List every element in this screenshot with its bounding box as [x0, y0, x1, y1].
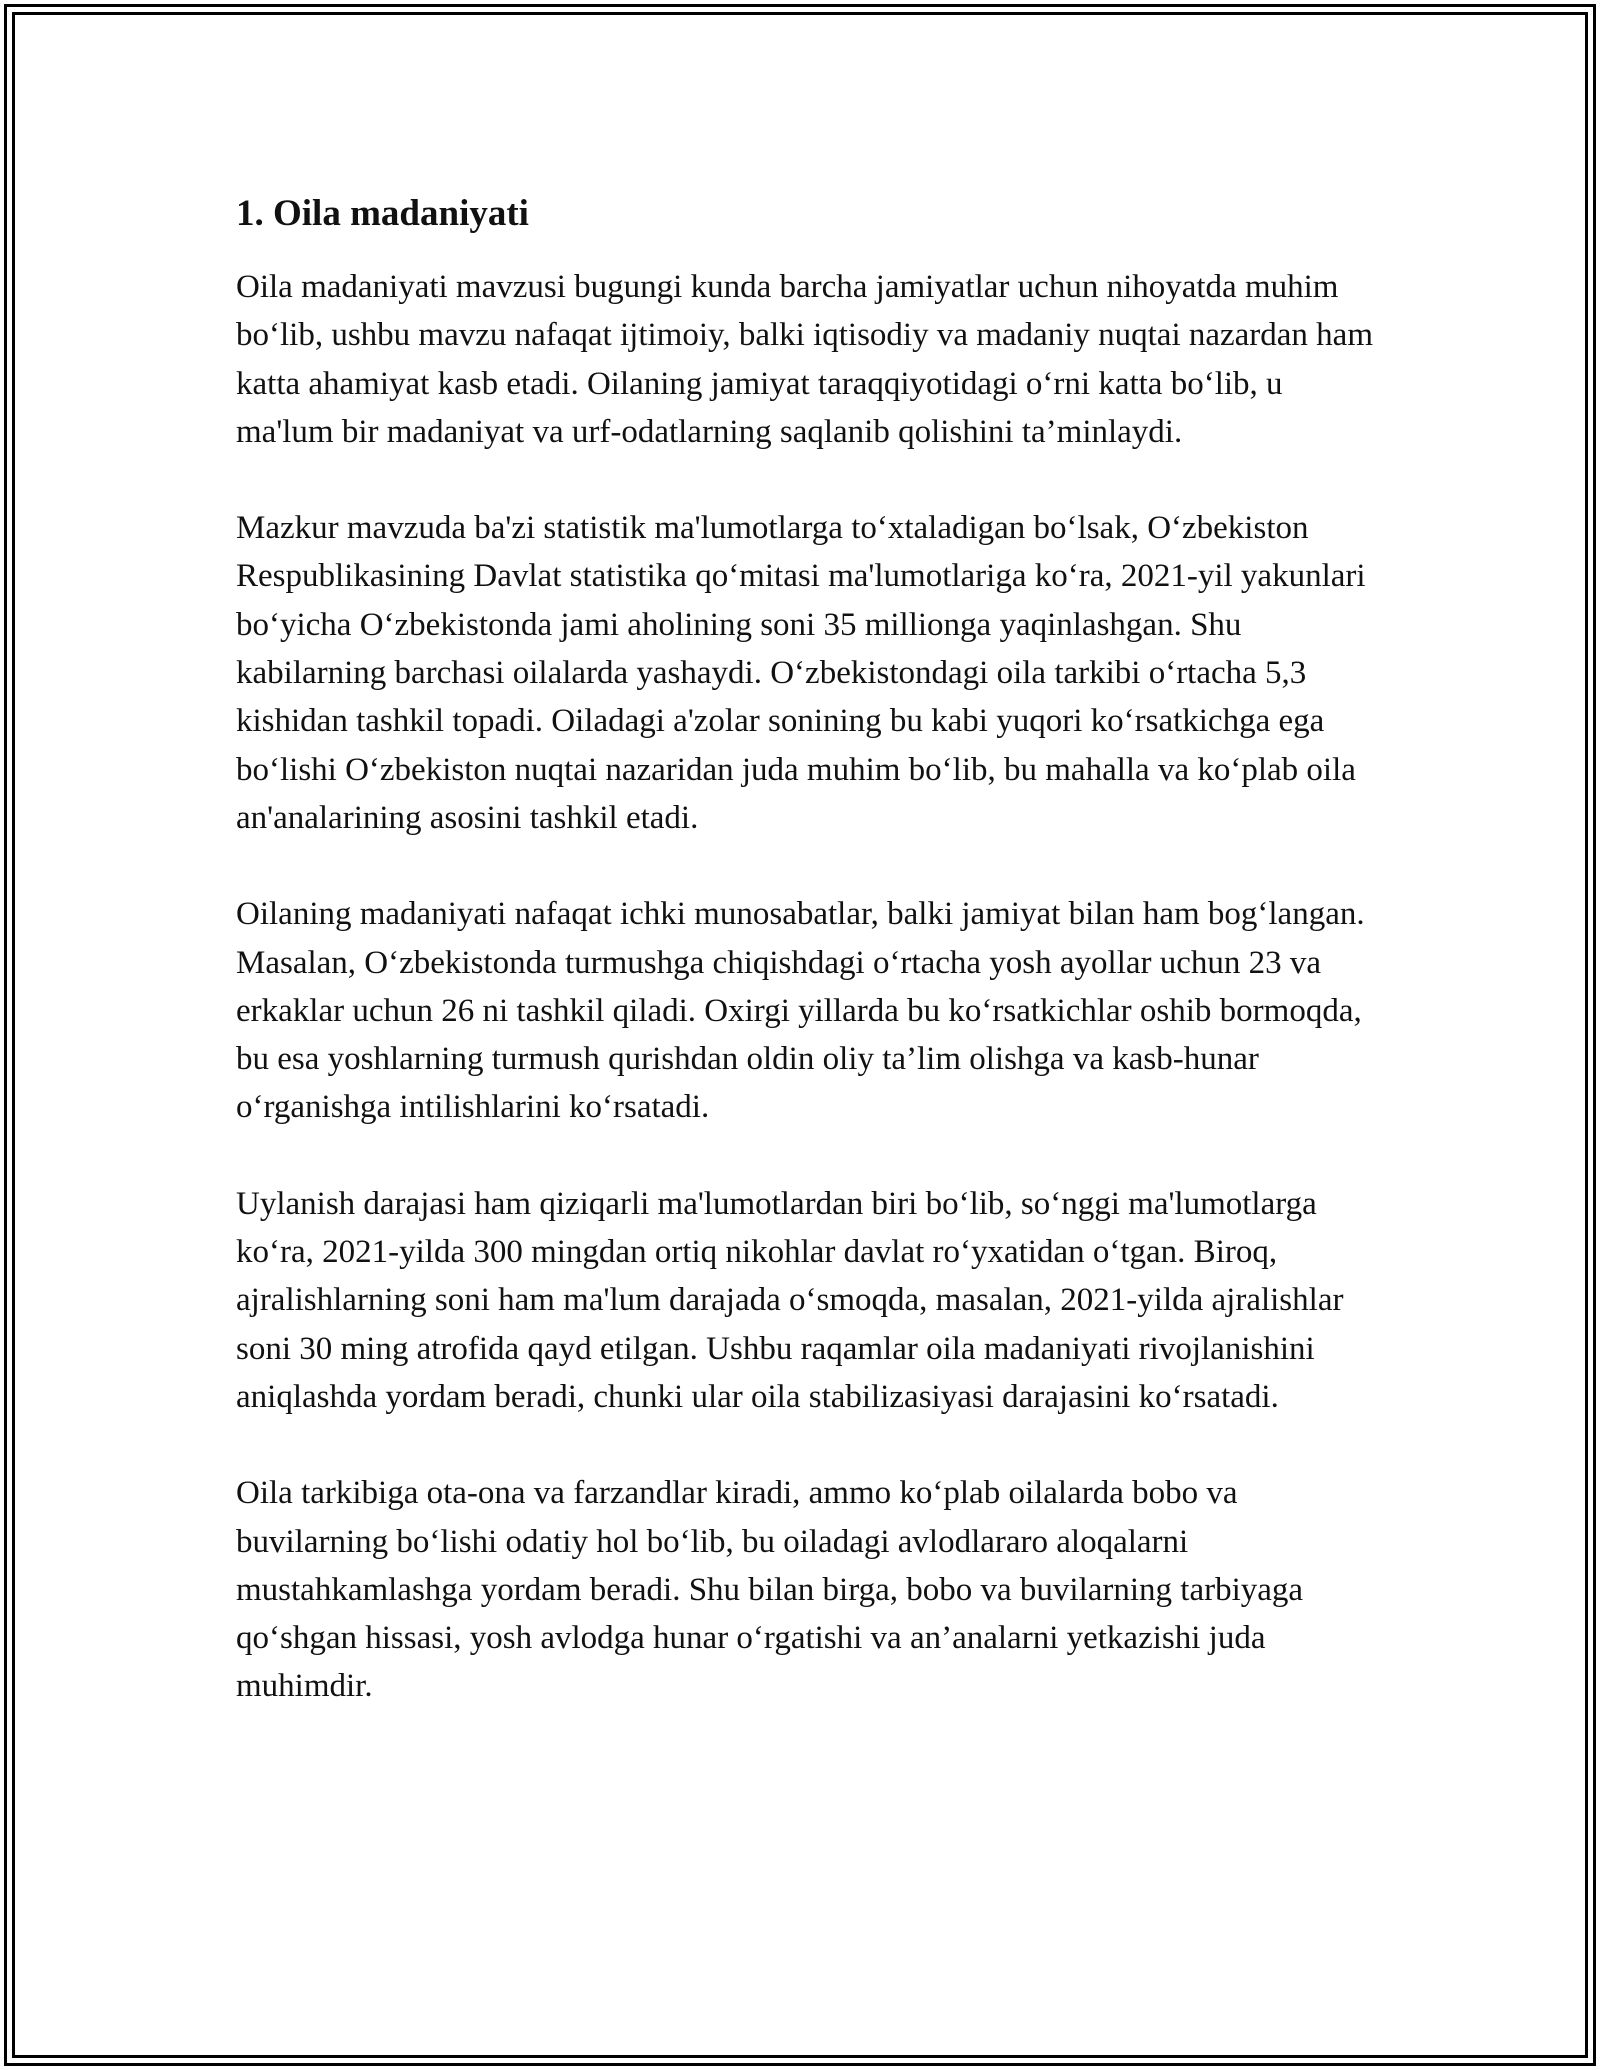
- paragraph-1: Oila madaniyati mavzusi bugungi kunda barcha jamiyatlar uchun nihoyatda muhim bo‘lib, ushbu mavzu nafaqat ijtimoiy, balki iqtisodiy va madaniy nuqtai nazardan ham katta ahamiyat kasb etadi. Oilaning jamiyat taraqqiyotidagi o‘rni katta bo‘lib, u ma'lum bir madaniyat va urf-odatlarning saqlanib qolishini ta’minlaydi.: [236, 269, 1374, 450]
- document-body: [236, 187, 1386, 1759]
- paragraph-2: Mazkur mavzuda ba'zi statistik ma'lumotlarga to‘xtaladigan bo‘lsak, O‘zbekiston Respublikasining Davlat statistika qo‘mitasi ma'lumotlariga ko‘ra, 2021-yil yakunlari bo‘yicha O‘zbekistonda jami aholining soni 35 millionga yaqinlashgan. Shu kabilarning barchasi oilalarda yashaydi. O‘zbekistondagi oila tarkibi o‘rtacha 5,3 kishidan tashkil topadi. Oiladagi a'zolar sonining bu kabi yuqori ko‘rsatkichga ega bo‘lishi O‘zbekiston nuqtai nazaridan juda muhim bo‘lib, bu mahalla va ko‘plab oila an'analarining asosini tashkil etadi.: [236, 510, 1366, 836]
- paragraph-4: Uylanish darajasi ham qiziqarli ma'lumotlardan biri bo‘lib, so‘nggi ma'lumotlarga ko‘ra, 2021-yilda 300 mingdan ortiq nikohlar davlat ro‘yxatidan o‘tgan. Biroq, ajralishlarning soni ham ma'lum darajada o‘smoqda, masalan, 2021-yilda ajralishlar soni 30 ming atrofida qayd etilgan. Ushbu raqamlar oila madaniyati rivojlanishini aniqlashda yordam beradi, chunki ular oila stabilizasiyasi darajasini ko‘rsatadi.: [236, 1185, 1344, 1415]
- paragraph-3: Oilaning madaniyati nafaqat ichki munosabatlar, balki jamiyat bilan ham bog‘langan. Masalan, O‘zbekistonda turmushga chiqishdagi o‘rtacha yosh ayollar uchun 23 va erkaklar uchun 26 ni tashkil qiladi. Oxirgi yillarda bu ko‘rsatkichlar oshib bormoqda, bu esa yoshlarning turmush qurishdan oldin oliy ta’lim olishga va kasb-hunar o‘rganishga intilishlarini ko‘rsatadi.: [236, 896, 1365, 1126]
- paragraph-5: Oila tarkibiga ota-ona va farzandlar kiradi, ammo ko‘plab oilalarda bobo va buvilarning bo‘lishi odatiy hol bo‘lib, bu oiladagi avlodlararo aloqalarni mustahkamlashga yordam beradi. Shu bilan birga, bobo va buvilarning tarbiyaga qo‘shgan hissasi, yosh avlodga hunar o‘rgatishi va an’analarni yetkazishi juda muhimdir.: [236, 1475, 1304, 1705]
- section-heading: 1. Oila madaniyati: [236, 193, 529, 234]
